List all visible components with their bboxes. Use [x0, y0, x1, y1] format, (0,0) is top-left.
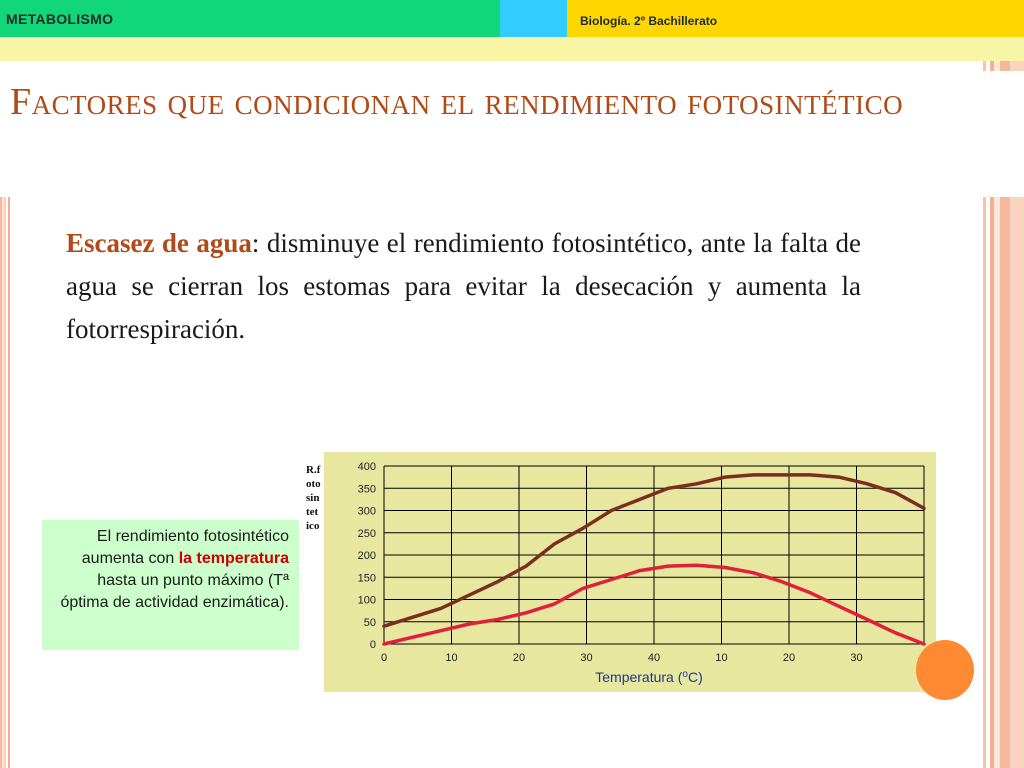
x-tick-label: 0: [380, 652, 388, 664]
x-tick-label: 20: [512, 652, 526, 664]
y-tick-label: 350: [357, 483, 376, 496]
callout-highlight: la temperatura: [178, 550, 289, 567]
y-label-fragment: tet: [306, 506, 319, 518]
y-tick-label: 400: [357, 461, 376, 473]
header-bar-pale: [0, 37, 1024, 61]
x-axis-title: Temperatura ($^o$C): [595, 669, 703, 685]
decorative-stripes-top: [980, 61, 1024, 71]
header-bar-cyan: [500, 0, 567, 37]
paragraph-keyword: Escasez de agua: [66, 228, 252, 258]
y-tick-label: 100: [357, 594, 376, 607]
y-tick-label: 200: [357, 550, 376, 562]
y-tick-label: 250: [357, 527, 376, 540]
x-tick-label: 30: [850, 652, 863, 664]
x-tick-label: 40: [647, 652, 661, 664]
decorative-orange-circle: [916, 640, 974, 700]
decorative-stripes-left: [0, 197, 12, 768]
temperature-callout: [42, 520, 299, 650]
y-tick-label: 150: [357, 572, 376, 585]
y-tick-label: 0: [369, 639, 376, 651]
y-label-fragment: ico: [306, 520, 320, 532]
chart-canvas: [324, 452, 936, 692]
callout-text-1: El rendimiento fotosintético aumenta con: [81, 528, 289, 567]
callout-text-2: hasta un punto máximo (Tª óptima de actividad enzimática).: [60, 572, 289, 611]
x-tick-label: 10: [715, 652, 728, 664]
slide-title: Factores que condicionan el rendimiento fotosintético: [10, 81, 904, 123]
paragraph-text: : disminuye el rendimiento fotosintético, ante la falta de agua se cierran los estomas para evitar la desecación y aumenta la fotorrespiración.: [66, 228, 861, 344]
header-course: Biología. 2º Bachillerato: [580, 14, 718, 28]
temperature-chart: [324, 452, 936, 692]
x-tick-label: 20: [782, 652, 796, 664]
y-tick-label: 300: [357, 505, 376, 518]
x-tick-label: 10: [445, 652, 458, 664]
y-label-fragment: oto: [306, 478, 321, 490]
y-tick-label: 50: [363, 616, 376, 629]
y-label-fragment: R.f: [306, 464, 321, 476]
decorative-stripes-right: [980, 197, 1024, 768]
header-subject: METABOLISMO: [6, 11, 114, 27]
body-paragraph: [66, 222, 861, 351]
x-tick-label: 30: [580, 652, 593, 664]
y-label-fragment: sin: [306, 492, 320, 504]
